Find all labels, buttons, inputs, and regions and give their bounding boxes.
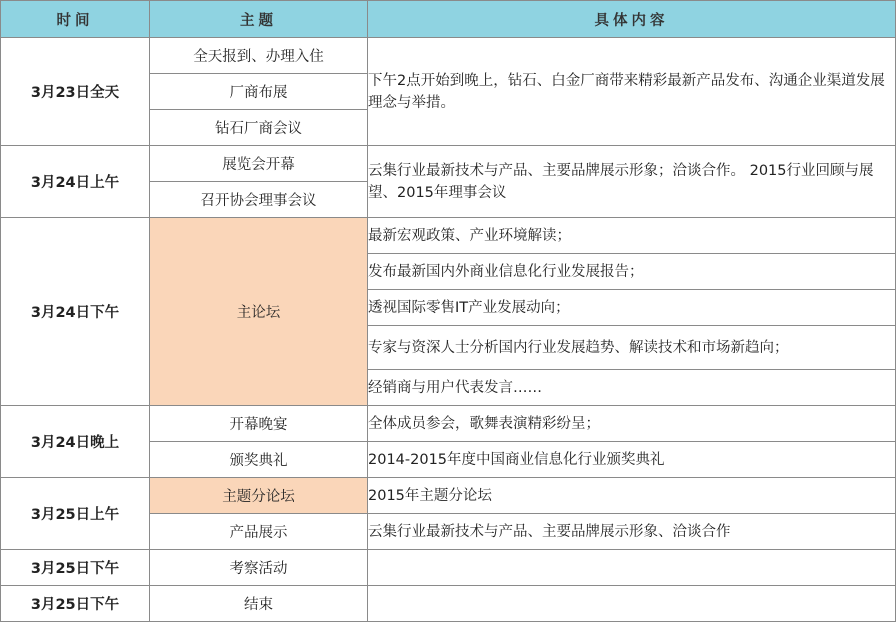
- content-cell: 下午2点开始到晚上，钻石、白金厂商带来精彩最新产品发布、沟通企业渠道发展理念与举措。: [368, 38, 896, 146]
- table-row: [1, 146, 896, 182]
- header-row: [1, 1, 896, 38]
- content-cell: [368, 550, 896, 586]
- content-cell: 发布最新国内外商业信息化行业发展报告；: [368, 254, 896, 290]
- topic-cell-highlighted: 主题分论坛: [150, 478, 368, 514]
- content-cell: 专家与资深人士分析国内行业发展趋势、解读技术和市场新趋向；: [368, 326, 896, 370]
- topic-cell: 厂商布展: [150, 74, 368, 110]
- topic-cell: 展览会开幕: [150, 146, 368, 182]
- topic-cell: 开幕晚宴: [150, 406, 368, 442]
- time-cell: 3月25日上午: [1, 478, 150, 550]
- time-cell: 3月24日晚上: [1, 406, 150, 478]
- topic-cell-highlighted: 主论坛: [150, 218, 368, 406]
- header-content: 具体内容: [368, 1, 896, 38]
- content-cell: 云集行业最新技术与产品、主要品牌展示形象；洽谈合作。 2015行业回顾与展望、2015年理事会议: [368, 146, 896, 218]
- content-cell: 全体成员参会，歌舞表演精彩纷呈；: [368, 406, 896, 442]
- time-cell: 3月23日全天: [1, 38, 150, 146]
- time-cell: 3月24日上午: [1, 146, 150, 218]
- content-cell: 最新宏观政策、产业环境解读；: [368, 218, 896, 254]
- content-cell: 2015年主题分论坛: [368, 478, 896, 514]
- table-row: [1, 478, 896, 514]
- content-cell: 经销商与用户代表发言……: [368, 370, 896, 406]
- topic-cell: 全天报到、办理入住: [150, 38, 368, 74]
- content-cell: 2014-2015年度中国商业信息化行业颁奖典礼: [368, 442, 896, 478]
- table-row: [1, 550, 896, 586]
- time-cell: 3月25日下午: [1, 586, 150, 622]
- table-row: [1, 38, 896, 74]
- header-time: 时间: [1, 1, 150, 38]
- table-row: [1, 406, 896, 442]
- topic-cell: 考察活动: [150, 550, 368, 586]
- topic-cell: 颁奖典礼: [150, 442, 368, 478]
- time-cell: 3月24日下午: [1, 218, 150, 406]
- topic-cell: 钻石厂商会议: [150, 110, 368, 146]
- topic-cell: 召开协会理事会议: [150, 182, 368, 218]
- content-cell: 云集行业最新技术与产品、主要品牌展示形象、洽谈合作: [368, 514, 896, 550]
- table-row: [1, 586, 896, 622]
- time-cell: 3月25日下午: [1, 550, 150, 586]
- topic-cell: 结束: [150, 586, 368, 622]
- table-row: [1, 218, 896, 254]
- topic-cell: 产品展示: [150, 514, 368, 550]
- content-cell: [368, 586, 896, 622]
- content-cell: 透视国际零售IT产业发展动向；: [368, 290, 896, 326]
- header-topic: 主题: [150, 1, 368, 38]
